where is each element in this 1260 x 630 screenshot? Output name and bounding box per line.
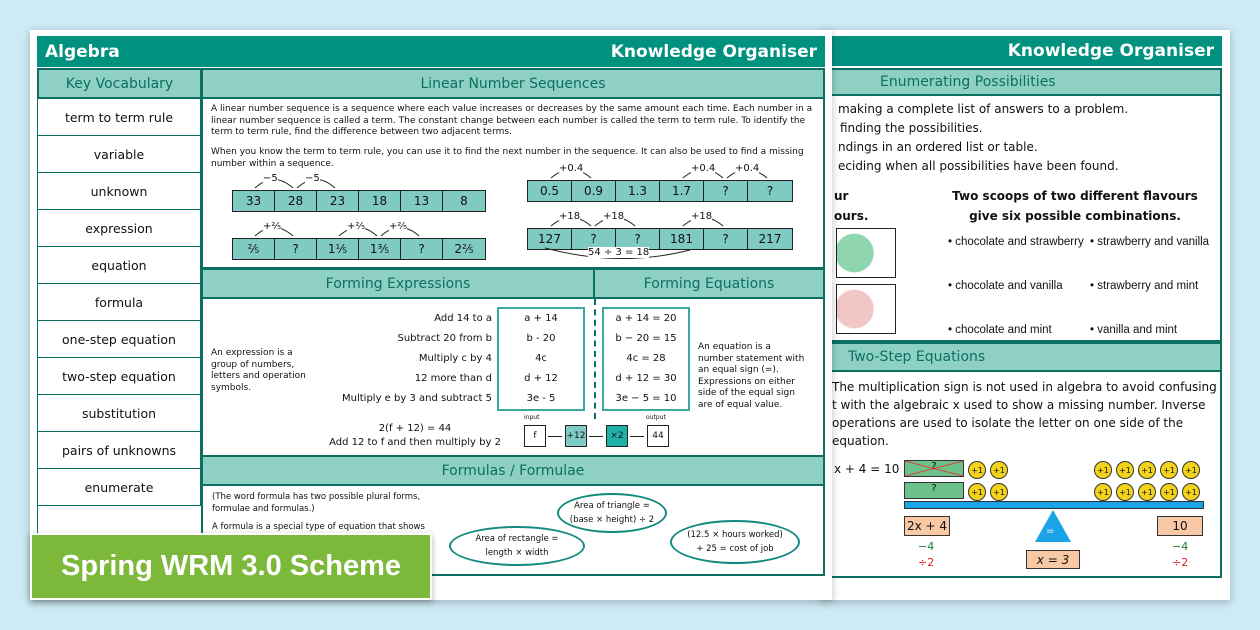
sequence-cell: 23 [317, 191, 359, 211]
sequence-row [232, 190, 486, 212]
jump-label: +18 [559, 211, 581, 222]
sequence-row [527, 180, 793, 202]
calc-text: 54 ÷ 3 = 18 [588, 247, 650, 258]
vocab-item: equation [37, 247, 201, 284]
sequence-cell: 2⅖ [443, 239, 485, 259]
combo-item: • vanilla and mint [1090, 324, 1178, 336]
enum-line: ndings in an ordered list or table. [838, 140, 1038, 154]
sequence-cell: 8 [443, 191, 485, 211]
coin-icon: +1 [1116, 483, 1134, 501]
two-step-line: t with the algebraic x used to show a missing number. Inverse [832, 398, 1206, 412]
combo-title [940, 186, 1210, 226]
ice-cream-image [836, 228, 896, 278]
front-header [37, 36, 825, 67]
phrase: Multiply e by 3 and subtract 5 [342, 393, 492, 404]
equation: a + 14 = 20 [615, 313, 677, 324]
coin-icon: +1 [1138, 483, 1156, 501]
coin-icon: +1 [1182, 483, 1200, 501]
expressions-heading: Forming Expressions [201, 268, 595, 299]
jump-label: −5 [263, 173, 278, 184]
example [320, 422, 510, 450]
sequence-cell: 127 [528, 229, 572, 249]
phrase: Add 14 to a [434, 313, 492, 324]
vocab-item: variable [37, 136, 201, 173]
expression: d + 12 [524, 373, 558, 384]
coin-icon: +1 [1094, 483, 1112, 501]
right-expression: 10 [1157, 516, 1203, 536]
unknown-bar: ? [904, 482, 964, 499]
phrase: Multiply c by 4 [418, 353, 492, 364]
formulas-heading: Formulas / Formulae [201, 455, 825, 486]
equation-label: x + 4 = 10 [834, 462, 900, 476]
combo-item: • chocolate and mint [948, 324, 1052, 336]
enumerating-text [838, 100, 1128, 176]
expression: 4c [535, 353, 547, 364]
combo-title-line: give six possible combinations. [969, 209, 1181, 223]
formula-example: Area of triangle = (base × height) ÷ 2 [557, 493, 667, 533]
coin-icon: +1 [968, 461, 986, 479]
sequence-cell: 1⅗ [359, 239, 401, 259]
jump-label: −5 [305, 173, 320, 184]
vocab-item: term to term rule [37, 99, 201, 136]
jump-label: +0.4 [691, 163, 716, 174]
sequence-cell: 28 [275, 191, 317, 211]
sequence-cell: ? [572, 229, 616, 249]
coin-icon: +1 [1116, 461, 1134, 479]
combo-item: • strawberry and mint [1090, 280, 1199, 292]
combo-item: • strawberry and vanilla [1090, 236, 1210, 248]
vocab-item: pairs of unknowns [37, 432, 201, 469]
unknown-bar-crossed: ? [904, 460, 964, 477]
formulas-p2: A formula is a special type of equation that shows [212, 522, 425, 532]
left-expression: 2x + 4 [904, 516, 950, 536]
sequence-cell: 181 [660, 229, 704, 249]
sequence-cell: 0.5 [528, 181, 572, 201]
phrase: Subtract 20 from b [397, 333, 492, 344]
combo-item: • chocolate and strawberry [948, 236, 1084, 248]
machine-box: f [524, 425, 546, 447]
vocab-heading: Key Vocabulary [37, 68, 202, 99]
equation: 3e − 5 = 10 [615, 393, 677, 404]
vocab-item: substitution [37, 395, 201, 432]
sequence-cell: ? [275, 239, 317, 259]
partial-line: ur [834, 189, 849, 203]
sequence-cell: ? [704, 181, 748, 201]
coin-icon: +1 [1160, 461, 1178, 479]
coin-icon: +1 [990, 461, 1008, 479]
partial-text [834, 186, 868, 226]
coin-icon: +1 [1182, 461, 1200, 479]
expression: 3e - 5 [526, 393, 556, 404]
enum-line: finding the possibilities. [840, 121, 983, 135]
combo-item: • chocolate and vanilla [948, 280, 1063, 292]
two-step-line: The multiplication sign is not used in algebra to avoid confusing [832, 380, 1217, 394]
back-page-header [828, 36, 1222, 66]
expression-desc: An expression is a group of numbers, letters and operation symbols. [211, 348, 306, 393]
two-step-text [832, 378, 1230, 450]
equals-sign: = [1046, 526, 1055, 537]
jump-label: +18 [603, 211, 625, 222]
arrow-icon [589, 436, 603, 437]
sequence-cell: ? [401, 239, 443, 259]
example-equation: 2(f + 12) = 44 [378, 423, 452, 434]
vocab-item: formula [37, 284, 201, 321]
coin-icon: +1 [1160, 483, 1178, 501]
sequence-cell: ? [748, 181, 792, 201]
jump-label: +⅖ [347, 221, 366, 232]
phrase: 12 more than d [414, 373, 492, 384]
right-divide: ÷2 [1172, 556, 1189, 569]
coin-icon: +1 [990, 483, 1008, 501]
sequence-cell: 1.7 [660, 181, 704, 201]
linear-p1: A linear number sequence is a sequence where each value increases or decreases by the same amount each time. Each number in a linear number sequence is called a term. The constant change between each number is called the term to term rule. To identify the term to term rule, find the difference between two adjacent terms. [211, 104, 813, 137]
two-step-heading: Two-Step Equations [828, 342, 1222, 372]
vocab-item: two-step equation [37, 358, 201, 395]
coin-icon: +1 [1094, 461, 1112, 479]
expression: a + 14 [524, 313, 558, 324]
banner-text: Spring WRM 3.0 Scheme [60, 550, 401, 582]
coin-icon: +1 [1138, 461, 1156, 479]
sequence-cell: 217 [748, 229, 792, 249]
partial-line: ours. [834, 209, 869, 223]
coin-icon: +1 [968, 483, 986, 501]
jump-label: +⅖ [389, 221, 408, 232]
formula-example: Area of rectangle = length × width [449, 526, 585, 566]
subject-title: Algebra [45, 41, 120, 62]
formula-example: (12.5 × hours worked) + 25 = cost of job [670, 520, 800, 564]
sequence-cell: 18 [359, 191, 401, 211]
sequence-cell: 33 [233, 191, 275, 211]
divider [594, 299, 596, 419]
combo-title-line: Two scoops of two different flavours [952, 189, 1198, 203]
machine-box: 44 [647, 425, 669, 447]
sequence-cell: ? [616, 229, 660, 249]
sequence-cell: 1⅕ [317, 239, 359, 259]
equation: d + 12 = 30 [615, 373, 677, 384]
enumerating-heading: Enumerating Possibilities [828, 68, 1222, 96]
equation: 4c = 28 [626, 353, 666, 364]
ice-cream-image [836, 284, 896, 334]
jump-label: +18 [691, 211, 713, 222]
sequence-cell: 1.3 [616, 181, 660, 201]
sequence-row [232, 238, 486, 260]
left-divide: ÷2 [918, 556, 935, 569]
left-minus: −4 [918, 540, 935, 553]
arrow-icon [548, 436, 562, 437]
enum-line: eciding when all possibilities have been found. [838, 159, 1119, 173]
sequence-cell: ? [704, 229, 748, 249]
vocab-item: expression [37, 210, 201, 247]
back-title: Knowledge Organiser [1007, 41, 1214, 61]
equation: b − 20 = 15 [615, 333, 677, 344]
jump-label: +0.4 [735, 163, 760, 174]
enum-line: making a complete list of answers to a problem. [838, 102, 1129, 116]
output-label: output [646, 414, 666, 421]
back-page [820, 30, 1230, 600]
sequence-cell: 0.9 [572, 181, 616, 201]
vocab-item: enumerate [37, 469, 201, 506]
linear-p2: When you know the term to term rule, you can use it to find the next number in the sequence. It can also be used to find a missing number within a sequence. [211, 147, 804, 169]
equations-heading: Forming Equations [593, 268, 825, 299]
jump-label: +0.4 [559, 163, 584, 174]
machine-box: ×2 [606, 425, 628, 447]
scheme-banner [30, 533, 432, 600]
front-title: Knowledge Organiser [610, 41, 817, 62]
machine-box: +12 [565, 425, 587, 447]
vocab-item: unknown [37, 173, 201, 210]
right-minus: −4 [1172, 540, 1189, 553]
formulas-p1: (The word formula has two possible plural forms, formulae and formulas.) [212, 492, 421, 514]
balance-beam [904, 501, 1204, 509]
equation-desc: An equation is a number statement with an equal sign (=). Expressions on either side of the equal sign are of equal value. [698, 342, 805, 410]
answer: x = 3 [1026, 550, 1080, 569]
input-label: input [524, 414, 540, 421]
sequence-cell: 13 [401, 191, 443, 211]
two-step-line: operations are used to isolate the letter on one side of the equation. [832, 416, 1184, 448]
jump-label: +⅖ [263, 221, 282, 232]
expression: b - 20 [526, 333, 556, 344]
example-desc: Add 12 to f and then multiply by 2 [329, 437, 501, 448]
sequence-cell: ⅖ [233, 239, 275, 259]
vocab-item: one-step equation [37, 321, 201, 358]
linear-heading: Linear Number Sequences [201, 68, 825, 99]
arrow-icon [630, 436, 644, 437]
